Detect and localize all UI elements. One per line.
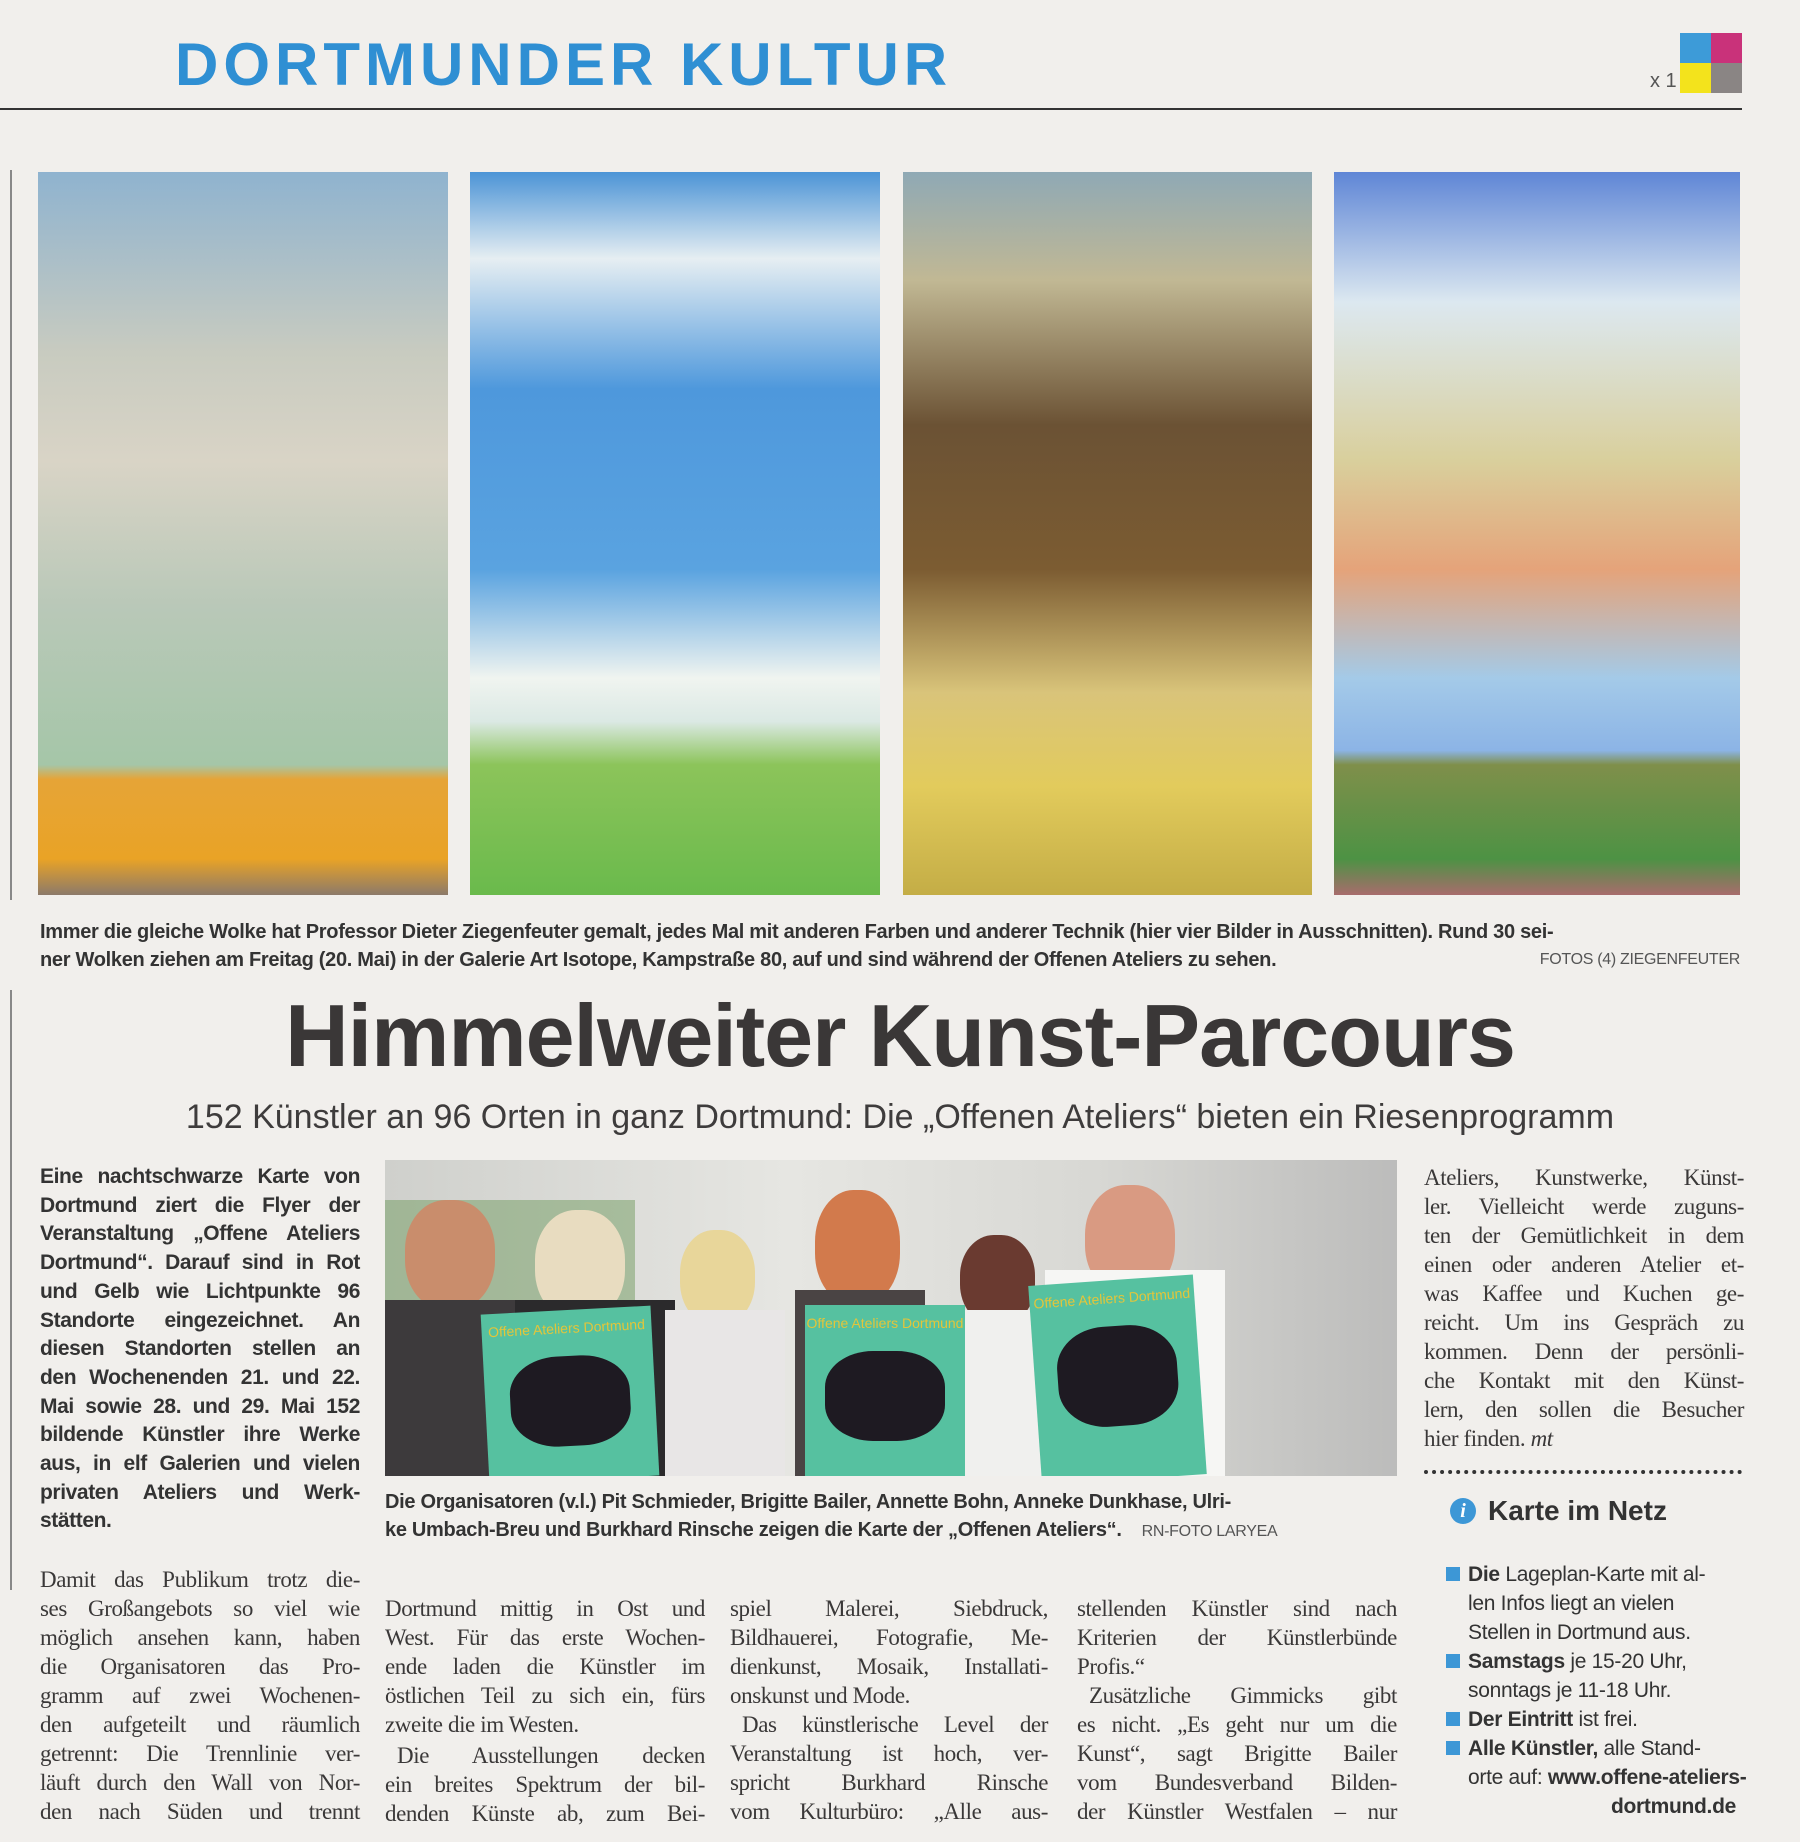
painting-cloud-2 xyxy=(470,172,880,895)
infobox-title: i Karte im Netz xyxy=(1450,1495,1667,1527)
body-column-1: Damit das Publikum trotz die- ses Großangebots so viel wie möglich ansehen kann, haben die Organisatoren das Pro- gramm auf zwei Wochenen- den aufgeteilt und räumlich getrennt: Die Trennlinie ver- läuft durch den Wall von Nor- den nach Süden und trennt xyxy=(40,1567,360,1824)
poster-map: Offene Ateliers Dortmund xyxy=(805,1305,965,1476)
right-column-text: Ateliers, Kunstwerke, Künst- ler. Vielleicht werde zuguns- ten der Gemütlichkeit in dem einen oder anderen Atelier et- was Kaffee und Kuchen ge- reicht. Um ins Gespräch zu kommen. Denn der persönli- che Kontakt mit den Künst- lern, den sollen die Besucher hier finden. mt xyxy=(1424,1165,1744,1451)
author-initials: mt xyxy=(1530,1426,1553,1451)
organizers-photo xyxy=(385,1160,1397,1476)
photo-caption: Die Organisatoren (v.l.) Pit Schmieder, Brigitte Bailer, Annette Bohn, Anneke Dunkhase, Ulri- ke Umbach-Breu und Burkhard Rinsche zeigen die Karte der „Offenen Ateliers“. RN-FOTO LARYEA xyxy=(385,1491,1278,1541)
headline: Himmelweiter Kunst-Parcours xyxy=(285,986,1515,1085)
poster-map: Offene Ateliers Dortmund xyxy=(481,1306,660,1476)
painting-cloud-3 xyxy=(903,172,1312,895)
body-column-4: stellenden Künstler sind nach Kriterien der Künstlerbünde Profis.“ Zusätzliche Gimmicks gibt es nicht. „Es geht nur um die Kunst“, sagt Brigitte Bailer vom Bundesverband Bilden- der Künstler Westfalen – nur xyxy=(1077,1596,1397,1824)
painting-caption: Immer die gleiche Wolke hat Professor Dieter Ziegenfeuter gemalt, jedes Mal mit anderen Farben und anderer Technik (hier vier Bilder in Ausschnitten). Rund 30 sei- ner Wolken ziehen am Freitag (20. Mai) in der Galerie Art Isotope, Kampstraße 80, auf und sind während der Offenen Ateliers zu sehen. FOTOS (4) ZIEGENFEUTER xyxy=(40,918,1750,974)
divider xyxy=(1424,1470,1742,1474)
page-marker: x 1 xyxy=(1650,70,1677,92)
section-title: DORTMUNDER KULTUR xyxy=(175,31,953,98)
body-column-3: spiel Malerei, Siebdruck, Bildhauerei, Fotografie, Me- dienkunst, Mosaik, Installati- onskunst und Mode. Das künstlerische Level der Veranstaltung ist hoch, ver- spricht Burkhard Rinsche vom Kulturbüro: „Alle aus- xyxy=(730,1596,1048,1824)
info-icon: i xyxy=(1450,1498,1476,1524)
painting-cloud-1 xyxy=(38,172,448,895)
column-rule xyxy=(10,170,12,900)
body-column-2: Dortmund mittig in Ost und West. Für das erste Wochen- ende laden die Künstler im östlichen Teil zu sich ein, fürs zweite die im Westen. Die Ausstellungen decken ein breites Spektrum der bil- denden Künste ab, zum Bei- xyxy=(385,1596,705,1826)
poster-map: Offene Ateliers Dortmund xyxy=(1028,1274,1207,1476)
website-link[interactable]: dortmund.de xyxy=(1610,1795,1736,1818)
lead-paragraph: Eine nachtschwarze Karte von Dortmund ziert die Flyer der Veranstaltung „Offene Ateliers Dortmund“. Darauf sind in Rot und Gelb wie Lichtpunkte 96 Standorte eingezeichnet. An diesen Standorten stellen an den Wochenenden 21. und 22. Mai sowie 28. und 29. Mai 152 bildende Künstler ihre Werke aus, in elf Galerien und vielen privaten Ateliers und Werk- stätten. xyxy=(40,1165,360,1533)
photo-credit: RN-FOTO LARYEA xyxy=(1141,1523,1278,1540)
infobox-list: Die Lageplan-Karte mit al- len Infos liegt an vielen Stellen in Dortmund aus. Samstags je 15-20 Uhr, sonntags je 11-18 Uhr. Der Eintritt ist frei. Alle Künstler, alle Stand- orte auf: www.offene-ateliers- dortmund.de xyxy=(1446,1560,1766,1821)
website-link[interactable]: www.offene-ateliers- xyxy=(1547,1766,1747,1789)
painting-cloud-4 xyxy=(1334,172,1740,895)
subheadline: 152 Künstler an 96 Orten in ganz Dortmund: Die „Offenen Ateliers“ bieten ein Riesenprogramm xyxy=(185,1098,1615,1136)
header-rule xyxy=(0,108,1742,110)
photo-credit: FOTOS (4) ZIEGENFEUTER xyxy=(1539,951,1740,968)
color-registration-mark-icon xyxy=(1680,33,1742,93)
